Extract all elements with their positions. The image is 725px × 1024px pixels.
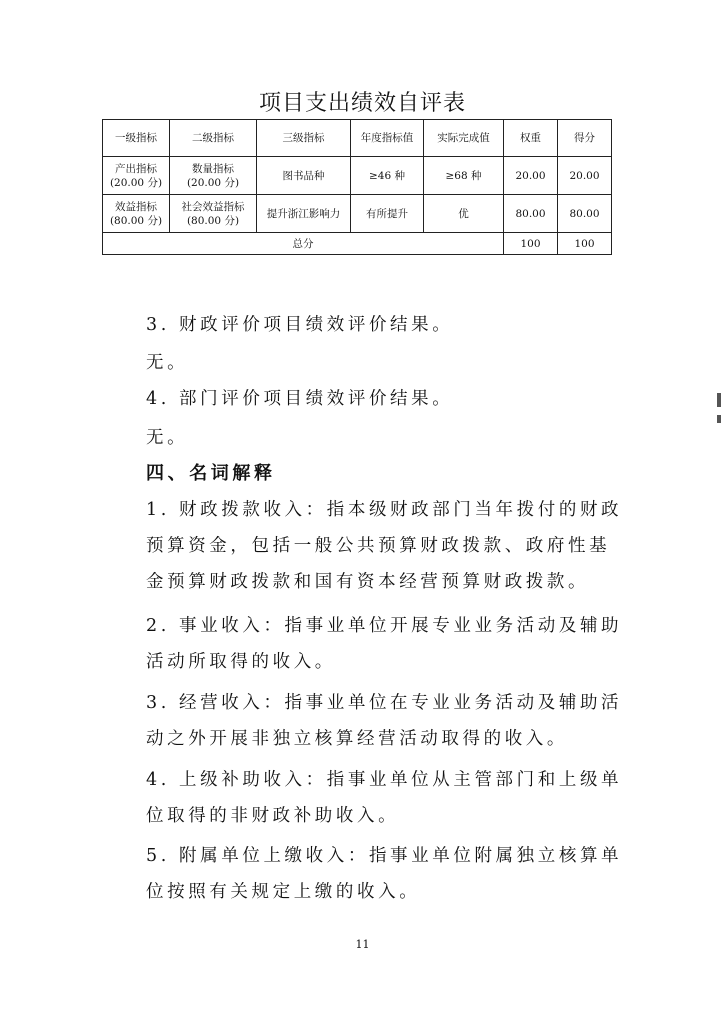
paragraph [112,838,626,910]
cell-level2: 数量指标 (20.00 分) [170,157,257,195]
paragraph [112,345,626,381]
paragraph-text: 无。 [146,428,189,448]
table-row [103,195,612,233]
cell-annual-target: 有所提升 [351,195,424,233]
total-label: 总分 [103,233,504,255]
cell-annual-target: ≥46 种 [351,157,424,195]
total-weight: 100 [504,233,558,255]
total-score: 100 [558,233,612,255]
paragraph [112,762,626,834]
table-header-row [103,120,612,157]
table-row [103,157,612,195]
paragraph [112,420,626,456]
paragraph-text: 3. 经营收入：指事业单位在专业业务活动及辅助活动之外开展非独立核算经营活动取得的收入。 [146,693,623,749]
cell-weight: 20.00 [504,157,558,195]
col-header-weight: 权重 [504,120,558,157]
paragraph [112,381,626,417]
scan-edge-mark [717,415,721,423]
paragraph [112,685,626,757]
paragraph [112,307,626,343]
paragraph [112,492,626,600]
section-heading [112,456,626,492]
cell-level2: 社会效益指标 (80.00 分) [170,195,257,233]
cell-actual-value: 优 [424,195,504,233]
performance-table [102,119,612,255]
cell-score: 20.00 [558,157,612,195]
paragraph-text: 2. 事业收入：指事业单位开展专业业务活动及辅助活动所取得的收入。 [146,616,623,672]
paragraph-text: 1. 财政拨款收入：指本级财政部门当年拨付的财政预算资金，包括一般公共预算财政拨款、政府性基金预算财政拨款和国有资本经营预算财政拨款。 [146,500,623,592]
paragraph-text: 4. 部门评价项目绩效评价结果。 [146,389,454,409]
paragraph [112,608,626,680]
col-header-score: 得分 [558,120,612,157]
cell-weight: 80.00 [504,195,558,233]
scan-edge-mark [717,393,721,407]
cell-score: 80.00 [558,195,612,233]
cell-level1: 效益指标 (80.00 分) [103,195,170,233]
cell-level1: 产出指标 (20.00 分) [103,157,170,195]
col-header-level3: 三级指标 [257,120,351,157]
table-total-row [103,233,612,255]
cell-level3: 提升浙江影响力 [257,195,351,233]
heading-text: 四、名词解释 [146,463,276,484]
col-header-level1: 一级指标 [103,120,170,157]
table-title: 项目支出绩效自评表 [258,91,466,116]
page-number: 11 [355,938,370,951]
col-header-annual-target: 年度指标值 [351,120,424,157]
col-header-level2: 二级指标 [170,120,257,157]
paragraph-text: 4. 上级补助收入：指事业单位从主管部门和上级单位取得的非财政补助收入。 [146,770,623,826]
cell-level3: 图书品种 [257,157,351,195]
paragraph-text: 无。 [146,353,189,373]
cell-actual-value: ≥68 种 [424,157,504,195]
col-header-actual-value: 实际完成值 [424,120,504,157]
paragraph-text: 3. 财政评价项目绩效评价结果。 [146,315,454,335]
paragraph-text: 5. 附属单位上缴收入：指事业单位附属独立核算单位按照有关规定上缴的收入。 [146,846,623,902]
